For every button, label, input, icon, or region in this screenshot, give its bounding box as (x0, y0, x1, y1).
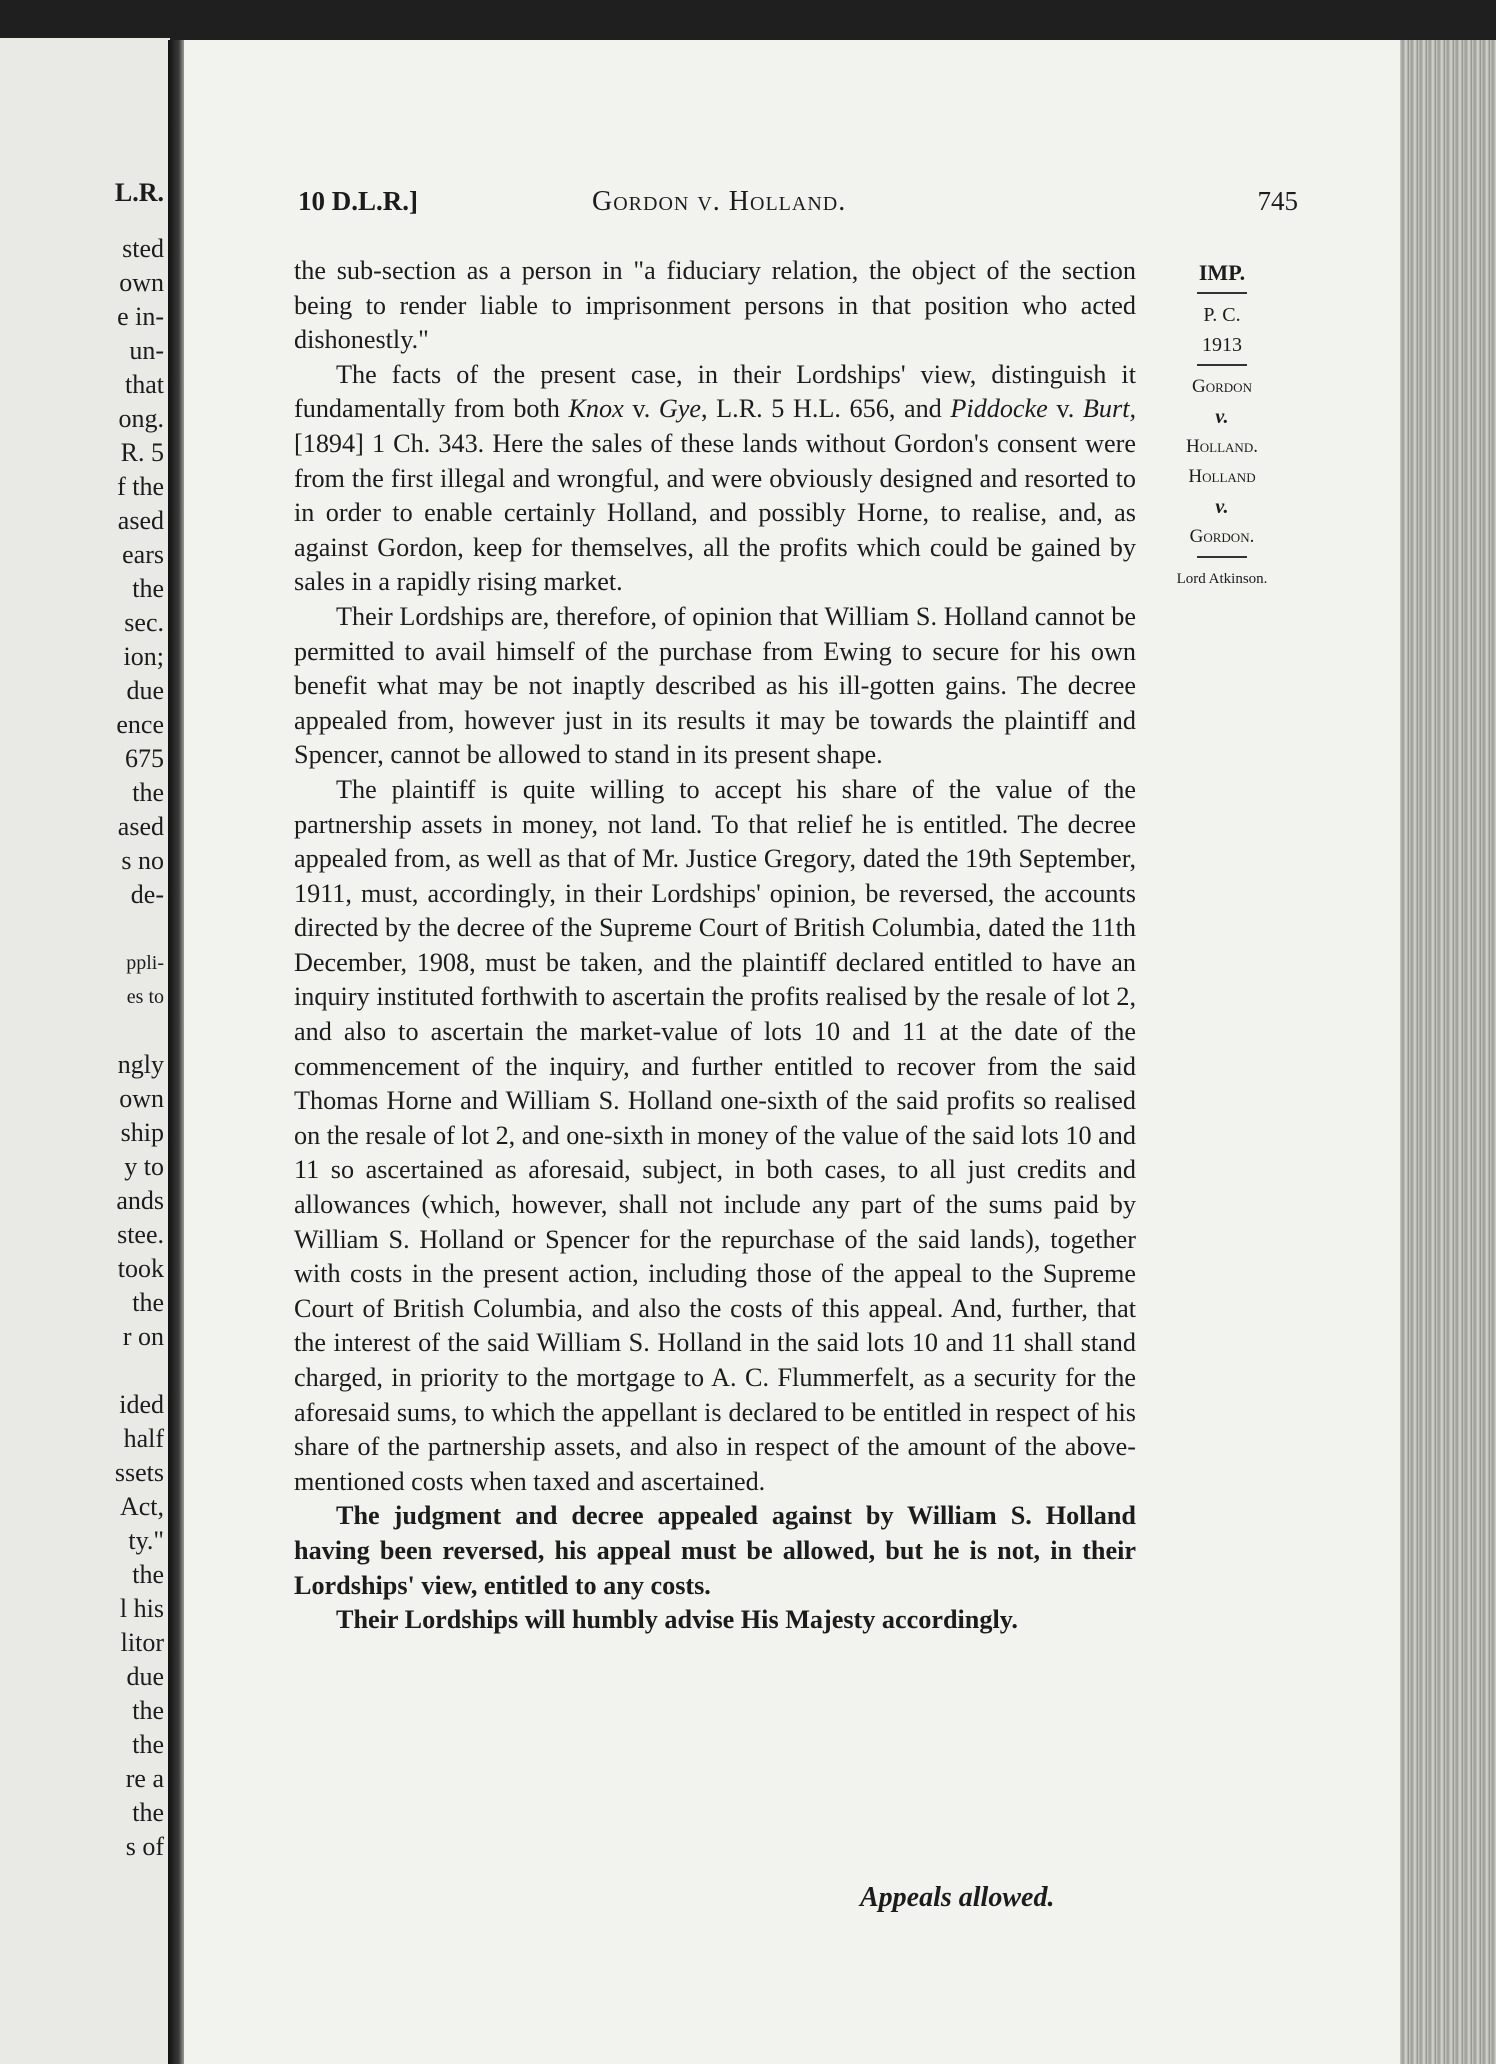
facing-line: ty." (128, 1526, 164, 1555)
facing-line: the (132, 1288, 164, 1317)
volume-reference: 10 D.L.R.] (298, 186, 418, 216)
facing-page-fragment (0, 38, 170, 2064)
facing-line: ngly (117, 1050, 164, 1079)
facing-line: ence (116, 710, 164, 739)
running-head (298, 180, 1298, 220)
case-title: Gordon v. Holland. (592, 186, 847, 217)
facing-line: y to (124, 1152, 164, 1181)
facing-line: the (132, 574, 164, 603)
facing-line: due (126, 676, 164, 705)
facing-line: ears (122, 540, 164, 569)
facing-line: litor (120, 1628, 164, 1657)
facing-line: s no (121, 846, 164, 875)
facing-line (14, 1354, 164, 1388)
case-name: Piddocke (950, 394, 1048, 424)
facing-line: ased (117, 506, 164, 535)
facing-line: re a (125, 1764, 164, 1793)
facing-line: the (132, 778, 164, 807)
facing-line: ong. (118, 404, 164, 433)
facing-line: half (123, 1424, 164, 1453)
facing-line: ssets (114, 1458, 164, 1487)
text-run: v. (623, 394, 659, 424)
facing-line: that (125, 370, 164, 399)
facing-line: 675 (125, 744, 164, 773)
facing-line: de- (130, 880, 164, 909)
facing-line: ided (119, 1390, 164, 1419)
decision-year: 1913 (1202, 334, 1242, 356)
facing-line (14, 1014, 164, 1048)
facing-line: sec. (124, 608, 164, 637)
facing-line: ased (117, 812, 164, 841)
facing-line: ship (120, 1118, 164, 1147)
facing-line: ion; (123, 642, 164, 671)
paragraph: Their Lordships are, therefore, of opinion that William S. Holland cannot be permitted to avail himself of the purchase from Ewing to secure for his own benefit what may be not inaptly described as his ill-gotten gains. The decree appealed from, however just in its results it may be towards the plaintiff and Spencer, cannot be allowed to stand in its present shape. (294, 601, 1136, 770)
versus-label: v. (1215, 406, 1229, 428)
paragraph (294, 358, 1136, 600)
party-name: Gordon (1192, 376, 1252, 397)
page-number: 745 (1257, 186, 1298, 216)
facing-line: f the (117, 472, 164, 501)
court-abbrev: IMP. (1198, 260, 1246, 285)
facing-line: un- (129, 336, 164, 365)
facing-line: s of (125, 1832, 164, 1861)
case-name: Gye (658, 394, 702, 424)
text-run: [1894] 1 Ch. 343. Here the sales of these lands without Gordon's consent were from the first illegal and wrongful, and were obviously designed and resorted to in order to enable certainly Holland, and possibly Horne, to realise, and, as against Gordon, keep for themselves, all the profits which could be gained by sales in a rapidly rising market. (294, 428, 1136, 597)
facing-line: due (126, 1662, 164, 1691)
case-name: Knox (568, 394, 624, 424)
text-run: , L.R. 5 H.L. 656, and (701, 394, 951, 424)
facing-line: ppli- (126, 952, 164, 974)
party-name: Gordon. (1189, 526, 1255, 547)
facing-line: l his (119, 1594, 164, 1623)
margin-rule (1197, 556, 1247, 558)
judge-name: Lord Atkinson. (1176, 571, 1268, 587)
paragraph: Their Lordships will humbly advise His Majesty accordingly. (336, 1605, 1018, 1635)
paragraph: The plaintiff is quite willing to accept his share of the value of the partnership assets in money, not land. To that relief he is entitled. The decree appealed from, as well as that of Mr. Justice Gregory, dated the 19th September, 1911, must, accordingly, in their Lordships' opinion, be reversed, the accounts directed by the decree of the Supreme Court of British Columbia, dated the 11th December, 1908, must be taken, and the plaintiff declared entitled to have an inquiry instituted forthwith to ascertain the profits realised by the resale of lot 2, and also to ascertain the market-value of lots 10 and 11 at the date of the commencement of the inquiry, and further entitled to recover from the said Thomas Horne and William S. Holland one-sixth of the said profits so realised on the resale of lot 2, and one-sixth in money of the value of the said lots 10 and 11 so ascertained as aforesaid, subject, in both cases, to all just credits and allowances (which, however, shall not include any part of the sums paid by William S. Holland or Spencer for the repurchase of the said lands), together with costs in the present action, including those of the appeal to the Supreme Court of British Columbia, and also the costs of this appeal. And, further, that the interest of the said William S. Holland in the said lots 10 and 11 shall stand charged, in priority to the mortgage to A. C. Flummerfelt, as a security for the aforesaid sums, to which the appellant is declared to be entitled in respect of his share of the partnership assets, and also in respect of the amount of the above-mentioned costs when taxed and ascertained. (294, 774, 1136, 1496)
facing-line: the (132, 1798, 164, 1827)
facing-line: ands (116, 1186, 164, 1215)
facing-page-text-column (14, 38, 164, 1864)
facing-line: R. 5 (120, 438, 164, 467)
tribunal-abbrev: P. C. (1203, 304, 1241, 326)
party-name: Holland. (1186, 436, 1258, 457)
facing-line: own (119, 268, 164, 297)
facing-line: es to (126, 986, 164, 1008)
facing-line: own (119, 1084, 164, 1113)
judgment-body (294, 254, 1136, 1638)
disposition-line: Appeals allowed. (860, 1882, 1055, 1913)
facing-line: the (132, 1730, 164, 1759)
paragraph: The judgment and decree appealed against by William S. Holland having been reversed, his appeal must be allowed, but he is not, in their Lordships' view, entitled to any costs. (294, 1501, 1136, 1600)
facing-line: took (117, 1254, 164, 1283)
text-run: v. (1047, 394, 1083, 424)
party-name: Holland (1188, 466, 1256, 487)
facing-line (14, 912, 164, 946)
side-margin-note (1152, 258, 1292, 594)
facing-page-header: L.R. (114, 178, 164, 207)
facing-line: r on (122, 1322, 164, 1351)
facing-line: the (132, 1696, 164, 1725)
case-name: Burt, (1082, 394, 1137, 424)
text-run: The facts of the present case, in their Lordships' view, distinguish it fundamentally from both (294, 359, 1136, 424)
versus-label: v. (1215, 496, 1229, 518)
facing-line: e in- (117, 302, 164, 331)
facing-line: sted (122, 234, 164, 263)
facing-line: stee. (117, 1220, 164, 1249)
margin-rule (1197, 292, 1247, 294)
paragraph: the sub-section as a person in "a fiduciary relation, the object of the section being to render liable to imprisonment persons in that position who acted dishonestly." (294, 256, 1136, 355)
page-edge-stack (1400, 40, 1496, 2064)
margin-rule (1197, 364, 1247, 366)
facing-line: the (132, 1560, 164, 1589)
facing-line: Act, (119, 1492, 164, 1521)
